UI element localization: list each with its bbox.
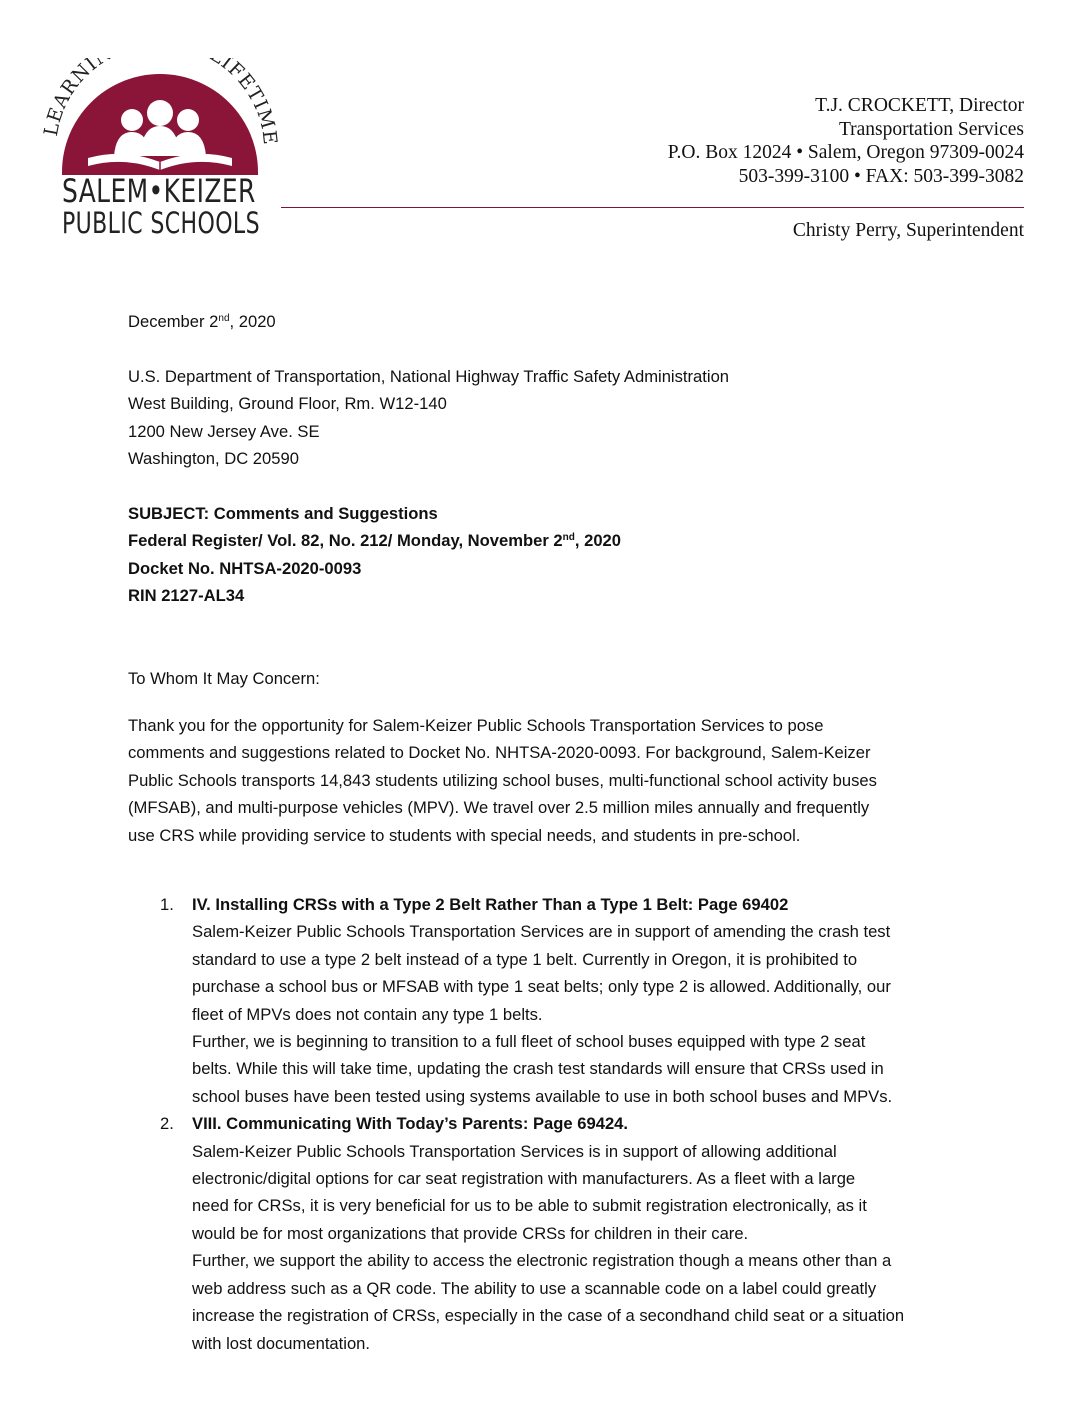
rin-line: RIN 2127-AL34 — [128, 586, 245, 606]
paragraph-line: school buses have been tested using systems available to use in both school buses and MPVs. — [192, 1086, 893, 1106]
paragraph-line: need for CRSs, it is very beneficial for us to be able to submit registration electronically, as it — [192, 1196, 867, 1216]
date-ordinal: nd — [218, 313, 230, 324]
recipient-line: West Building, Ground Floor, Rm. W12-140 — [128, 394, 447, 414]
salutation: To Whom It May Concern: — [128, 669, 320, 688]
letter-date — [128, 308, 276, 335]
subject-block — [128, 500, 621, 610]
paragraph-line: belts. While this will take time, updating the crash test standards will ensure that CRSs used in — [192, 1059, 884, 1079]
docket-line: Docket No. NHTSA-2020-0093 — [128, 558, 362, 578]
intro-paragraph — [128, 712, 877, 849]
paragraph-line: Public Schools transports 14,843 students utilizing school buses, multi-functional school activity buses — [128, 770, 877, 790]
paragraph-line: use CRS while providing service to students with special needs, and students in pre-school. — [128, 825, 801, 845]
paragraph-line: comments and suggestions related to Docket No. NHTSA-2020-0093. For background, Salem-Keizer — [128, 743, 871, 763]
mailing-address: P.O. Box 12024 • Salem, Oregon 97309-0024 — [667, 142, 1024, 163]
paragraph-line: increase the registration of CRSs, especially in the case of a secondhand child seat or a situation — [192, 1306, 905, 1326]
recipient-line: U.S. Department of Transportation, National Highway Traffic Safety Administration — [128, 367, 730, 386]
paragraph-line: with lost documentation. — [192, 1333, 371, 1353]
paragraph-line: Salem-Keizer Public Schools Transportation Services are in support of amending the crash test — [192, 922, 891, 942]
paragraph-line: purchase a school bus or MFSAB with type 1 seat belts; only type 2 is allowed. Additionally, our — [192, 977, 891, 997]
list-item-number: 1. — [160, 895, 174, 914]
list-item-heading: IV. Installing CRSs with a Type 2 Belt Rather Than a Type 1 Belt: Page 69402 — [192, 895, 789, 914]
district-name-line2: PUBLIC SCHOOLS — [62, 206, 260, 240]
recipient-line: Washington, DC 20590 — [128, 449, 299, 469]
letterhead-divider — [281, 207, 1024, 208]
paragraph-line: Further, we support the ability to access the electronic registration though a means other than a — [192, 1251, 892, 1271]
paragraph-line: (MFSAB), and multi-purpose vehicles (MPV). We travel over 2.5 million miles annually and frequently — [128, 798, 870, 818]
district-name-line1: SALEM•KEIZER — [62, 172, 256, 210]
subject-line: SUBJECT: Comments and Suggestions — [128, 504, 438, 523]
paragraph-line: fleet of MPVs does not contain any type 1 belts. — [192, 1004, 543, 1024]
comment-list — [128, 891, 988, 1357]
superintendent-name: Christy Perry, Superintendent — [792, 220, 1024, 241]
department-name: Transportation Services — [838, 118, 1024, 140]
paragraph-line: would be for most organizations that provide CRSs for children in their care. — [192, 1223, 749, 1243]
district-name — [62, 174, 262, 238]
paragraph-line: Thank you for the opportunity for Salem-Keizer Public Schools Transportation Services to pose — [128, 716, 824, 735]
federal-register-year: , 2020 — [574, 531, 622, 551]
date-text: December 2 — [128, 312, 219, 331]
logo-arc-text: LEARNI IFETIME — [40, 58, 280, 147]
list-item — [128, 891, 988, 1110]
letterhead-contact — [668, 94, 1024, 188]
federal-register-ordinal: nd — [562, 532, 575, 544]
paragraph-line: electronic/digital options for car seat registration with manufacturers. As a fleet with a large — [192, 1169, 856, 1189]
paragraph-line: Further, we is beginning to transition to a full fleet of school buses equipped with type 2 seat — [192, 1032, 866, 1052]
federal-register-text: Federal Register/ Vol. 82, No. 212/ Monday, November 2 — [128, 531, 563, 551]
date-year: , 2020 — [229, 312, 276, 331]
paragraph-line: web address such as a QR code. The ability to use a scannable code on a label could greatly — [192, 1278, 877, 1298]
paragraph-line: Salem-Keizer Public Schools Transportation Services is in support of allowing additional — [192, 1141, 837, 1161]
list-item-heading: VIII. Communicating With Today’s Parents: Page 69424. — [192, 1114, 629, 1134]
federal-register-line — [128, 527, 621, 554]
phone-fax: 503-399-3100 • FAX: 503-399-3082 — [738, 165, 1024, 187]
recipient-line: 1200 New Jersey Ave. SE — [128, 421, 320, 441]
director-name: T.J. CROCKETT, Director — [815, 95, 1024, 116]
recipient-address — [128, 363, 729, 473]
list-item — [128, 1110, 988, 1357]
list-item-number: 2. — [160, 1114, 174, 1134]
paragraph-line: standard to use a type 2 belt instead of a type 1 belt. Currently in Oregon, it is prohibited to — [192, 949, 858, 969]
